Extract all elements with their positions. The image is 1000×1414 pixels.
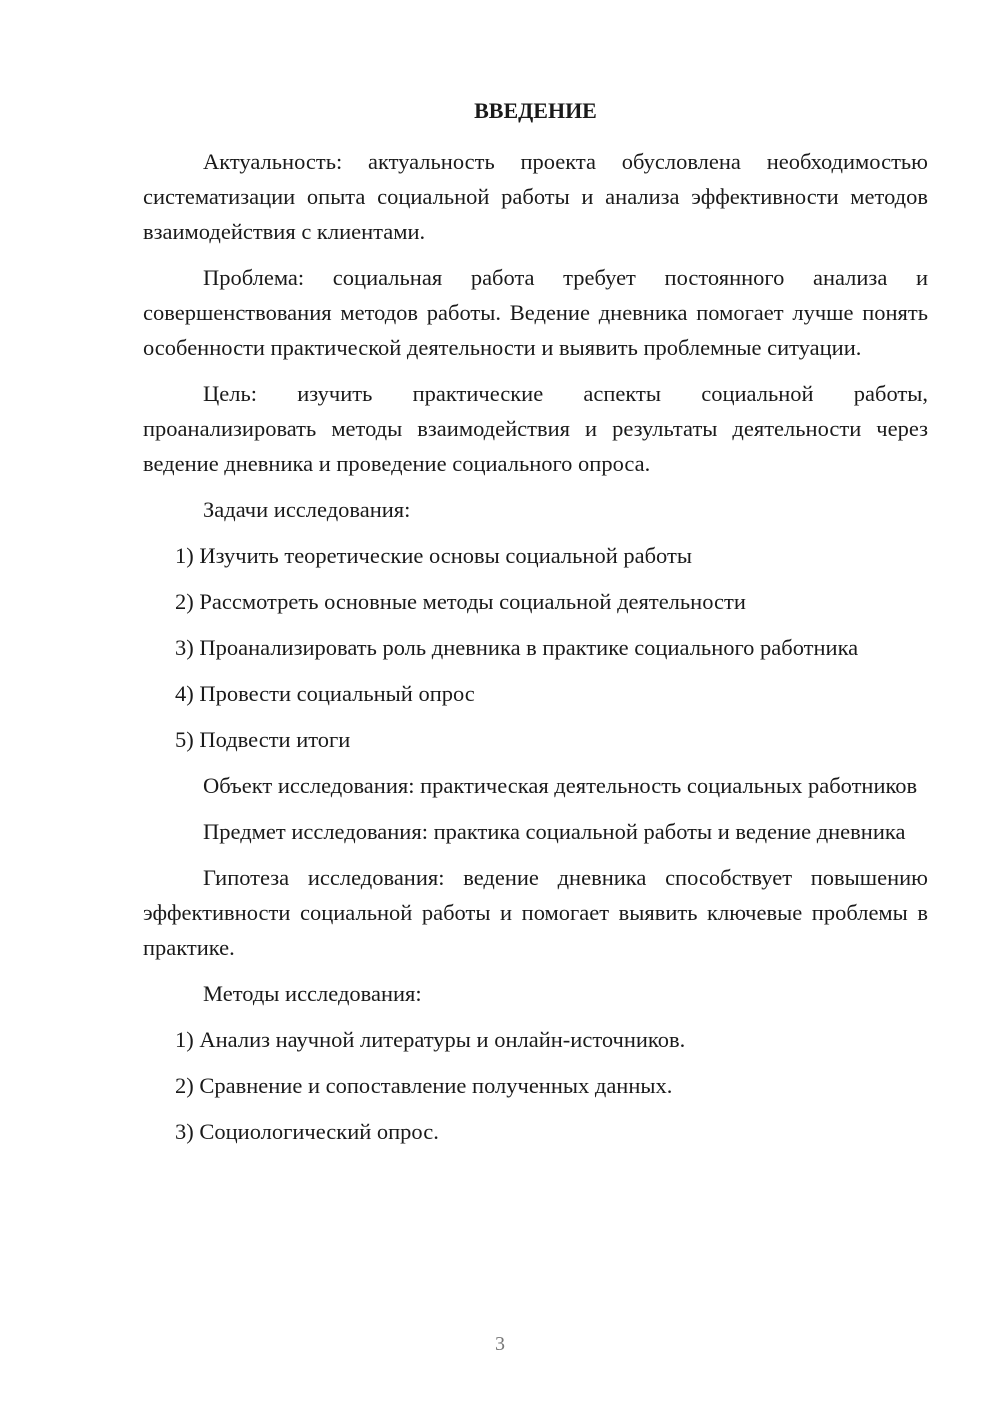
tasks-heading: Задачи исследования:	[203, 497, 411, 522]
task-item: 1) Изучить теоретические основы социальной работы	[175, 543, 692, 568]
document-page	[143, 96, 928, 1160]
task-item: 5) Подвести итоги	[175, 727, 351, 752]
methods-heading: Методы исследования:	[203, 981, 422, 1006]
page-title: ВВЕДЕНИЕ	[474, 98, 597, 123]
subject-paragraph: Предмет исследования: практика социальной работы и ведение дневника	[203, 819, 906, 844]
task-item: 3) Проанализировать роль дневника в практике социального работника	[175, 635, 859, 660]
task-item: 2) Рассмотреть основные методы социальной деятельности	[175, 589, 746, 614]
method-item: 2) Сравнение и сопоставление полученных данных.	[175, 1073, 673, 1098]
goal-paragraph: Цель: изучить практические аспекты социальной работы, проанализировать методы взаимодействия и результаты деятельности через ведение дневника и проведение социального опроса.	[143, 381, 928, 476]
page-number: 3	[495, 1333, 505, 1355]
relevance-paragraph: Актуальность: актуальность проекта обусловлена необходимостью систематизации опыта социальной работы и анализа эффективности методов взаимодействия с клиентами.	[143, 149, 928, 244]
method-item: 1) Анализ научной литературы и онлайн-источников.	[175, 1027, 686, 1052]
method-item: 3) Социологический опрос.	[175, 1119, 439, 1144]
object-paragraph: Объект исследования: практическая деятельность социальных работников	[203, 773, 918, 798]
problem-paragraph: Проблема: социальная работа требует постоянного анализа и совершенствования методов работы. Ведение дневника помогает лучше понять особенности практической деятельности и выявить проблемные ситуации.	[143, 265, 928, 360]
task-item: 4) Провести социальный опрос	[175, 681, 475, 706]
hypothesis-paragraph: Гипотеза исследования: ведение дневника способствует повышению эффективности социальной работы и помогает выявить ключевые проблемы в практике.	[143, 865, 928, 960]
